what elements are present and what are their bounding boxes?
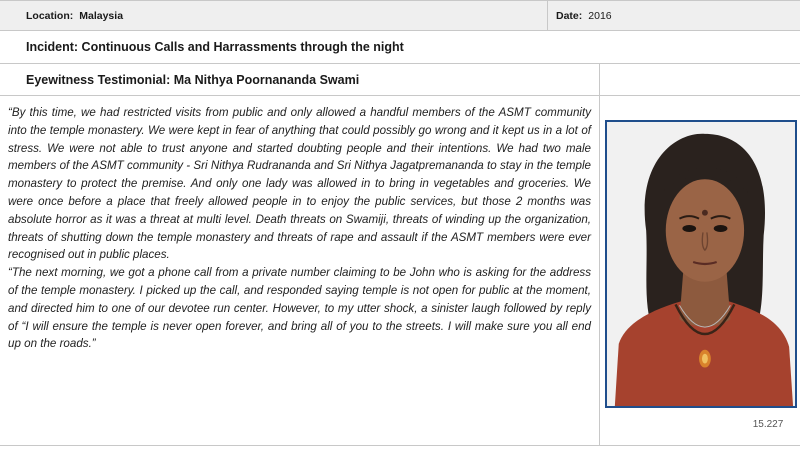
testimonial-text-column	[0, 96, 600, 445]
page-number: 15.227	[752, 419, 784, 430]
date-value: 2016	[588, 9, 612, 22]
date-label: Date:	[556, 9, 583, 22]
date-cell	[548, 1, 800, 30]
testimonial-heading-row	[0, 64, 800, 96]
testimonial-heading: Eyewitness Testimonial: Ma Nithya Poornananda Swami	[0, 64, 600, 95]
portrait-illustration	[607, 122, 795, 406]
portrait-photo	[605, 120, 797, 408]
incident-row	[0, 31, 800, 64]
location-label: Location:	[26, 9, 74, 22]
location-value: Malaysia	[79, 9, 124, 22]
incident-title: Incident: Continuous Calls and Harrassments through the night	[26, 40, 404, 54]
header-row	[0, 0, 800, 31]
testimonial-body	[0, 96, 800, 446]
testimonial-paragraph-1: “By this time, we had restricted visits from public and only allowed a handful members of the ASMT community into the temple monastery. We were kept in fear of anything that could possibly go wrong and it kept us in a lot of stress. We were not able to trust anyone and started doubting people and their intentions. We had two male members of the ASMT community - Sri Nithya Rudrananda and Sri Nithya Jagatpremananda to stay in the temple monastery to protect the premise. And only one lady was allowed in to bring in vegetables and groceries. We were once before a place that freely allowed people in to enjoy the public services, but those 2 months was absolute horror as it was a threat at multi level. Death threats on Swamiji, threats of winding up the organization, threats of shutting down the temple monastery and threats of rape and assault if the ASMT members were ever recognised out in public places.	[8, 106, 591, 262]
testimonial-paragraph-2: “The next morning, we got a phone call from a private number claiming to be John who is asking for the address of the temple monastery. I picked up the call, and responded saying temple is not open for public at the moment, and directed him to one of our devotee run center. However, to my utter shock, a sinister laugh followed by reply of “I will ensure the temple is never open forever, and bring all of you to the streets. I will make sure you all end up on the roads.”	[8, 266, 591, 351]
location-cell	[0, 1, 548, 30]
